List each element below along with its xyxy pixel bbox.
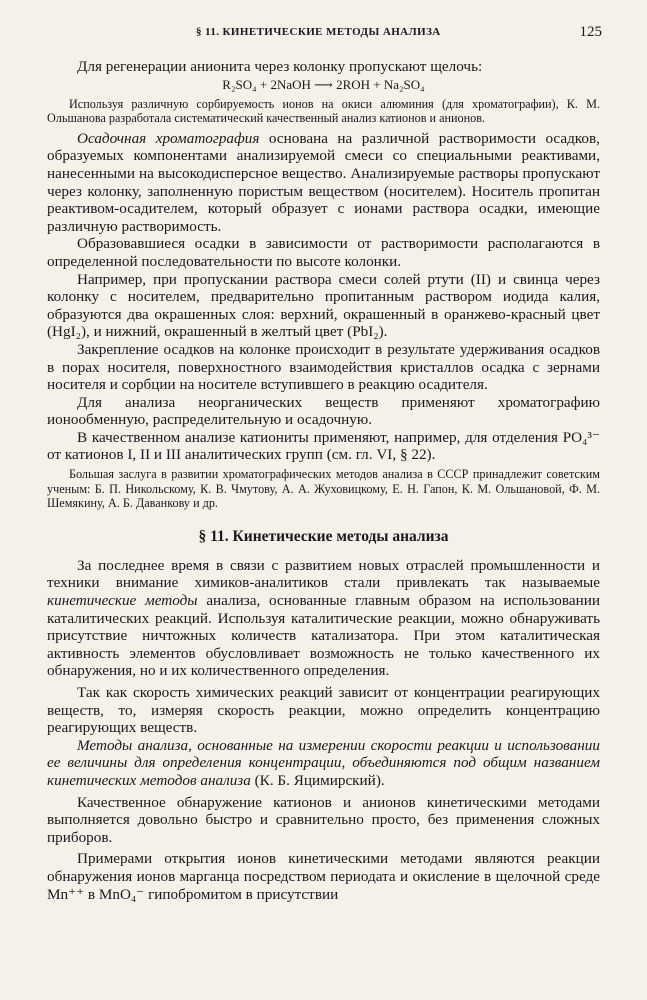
paragraph-mercury-lead-example: Например, при пропускании раствора смеси солей ртути (II) и свинца через колонку с носителем, предварительно пропитанным раствором иодида калия, образуются два окрашенных слоя: верхний, окрашенный в оранжево-красный цвет (HgI₂), и нижний, окрашенный в желтый цвет (PbI₂).: [47, 270, 600, 341]
page-header: [0, 23, 647, 43]
term-kinetic-methods: кинетические методы: [47, 592, 198, 610]
paragraph-inorganic-analysis: Для анализа неорганических веществ применяют хроматографию ионообменную, распределительную и осадочную.: [47, 393, 600, 429]
section-title: § 11. Кинетические методы анализа: [198, 527, 449, 545]
paragraph-examples: Примерами открытия ионов кинетическими методами являются реакции обнаружения ионов марганца посредством периодата и окисление в щелочной среде Mn⁺⁺ в MnO₄⁻ гипобромитом в присутствии: [47, 850, 600, 903]
page-number: 125: [579, 24, 602, 40]
paragraph-cation-exchangers: В качественном анализе катиониты применяют, например, для отделения PO₄³⁻ от катионов I, II и III аналитических групп (см. гл. VI, § 22).: [47, 428, 600, 464]
definition-italic: Методы анализа, основанные на измерении скорости реакции и использовании ее величины для определения концентрации, объединяются под общим названием кинетических методов анализа: [47, 736, 600, 789]
paragraph-precipitates-order: Образовавшиеся осадки в зависимости от растворимости располагаются в определенной последовательности по высоте колонки.: [47, 235, 600, 270]
paragraph-precipitation-chromatography: [47, 130, 600, 236]
paragraph-qualitative-detection: Качественное обнаружение катионов и анионов кинетическими методами выполняется довольно быстро и сравнительно просто, без применения сложных приборов.: [47, 793, 600, 846]
paragraph-definition: [47, 737, 600, 790]
paragraph-text: анализа, основанные главным образом на использовании каталитических реакций. Используя каталитические реакции, можно обнаруживать присутствие ничтожных количеств катализатора. При этом каталитическая активность элементов обусловливает возможность не только качественного их обнаружения, но и их количественного определения.: [47, 592, 600, 680]
intro-paragraph: Для регенерации анионита через колонку пропускают щелочь:: [77, 58, 483, 75]
page-body: [47, 58, 600, 903]
term-precipitation-chromatography: Осадочная хроматография: [77, 129, 260, 147]
chemical-equation: [47, 76, 600, 94]
equation-arrow: ⟶: [314, 76, 333, 92]
note-olshanova: Используя различную сорбируемость ионов на окиси алюминия (для хроматографии), К. М. Ольшанова разработала систематический качественный анализ катионов и анионов.: [47, 96, 600, 126]
paragraph-fixation: Закрепление осадков на колонке происходит в результате удерживания осадков в порах носителя, поверхностного взаимодействия кристаллов осадка с зернами носителя и сорбции на носителе вступившего в реакцию осадителя.: [47, 340, 600, 394]
equation-left: R₂SO₄ + 2NaOH: [222, 76, 311, 92]
running-head: § 11. КИНЕТИЧЕСКИЕ МЕТОДЫ АНАЛИЗА: [196, 26, 441, 38]
paragraph-kinetic-intro: [47, 557, 600, 680]
note-soviet-scientists: Большая заслуга в развитии хроматографических методов анализа в СССР принадлежит советским ученым: Б. П. Никольскому, К. В. Чмутову, А. А. Жуховицкому, Е. Н. Гапон, К. М. Ольшановой, Ф. М. Шемякину, А. Б. Даванкову и др.: [47, 467, 600, 511]
paragraph-text: основана на различной растворимости осадков, образуемых компонентами анализируемой смеси со специальными реактивами, нанесенными на высокодисперсное вещество. Анализируемые растворы пропускают через колонку, заполненную пористым веществом (носителем). Носитель пропитан реактивом-осадителем, который образует с ионами раствора осадки, имеющие различную растворимость.: [47, 129, 600, 235]
paragraph-text: За последнее время в связи с развитием новых отраслей промышленности и техники внимание химиков-аналитиков стали привлекать так называемые: [47, 556, 600, 592]
definition-attribution: (К. Б. Яцимирский).: [250, 771, 385, 789]
equation-right: 2ROH + Na₂SO₄: [336, 76, 425, 92]
paragraph-reaction-rate: Так как скорость химических реакций зависит от концентрации реагирующих веществ, то, измеряя скорость реакции, можно определить концентрацию реагирующих веществ.: [47, 684, 600, 737]
